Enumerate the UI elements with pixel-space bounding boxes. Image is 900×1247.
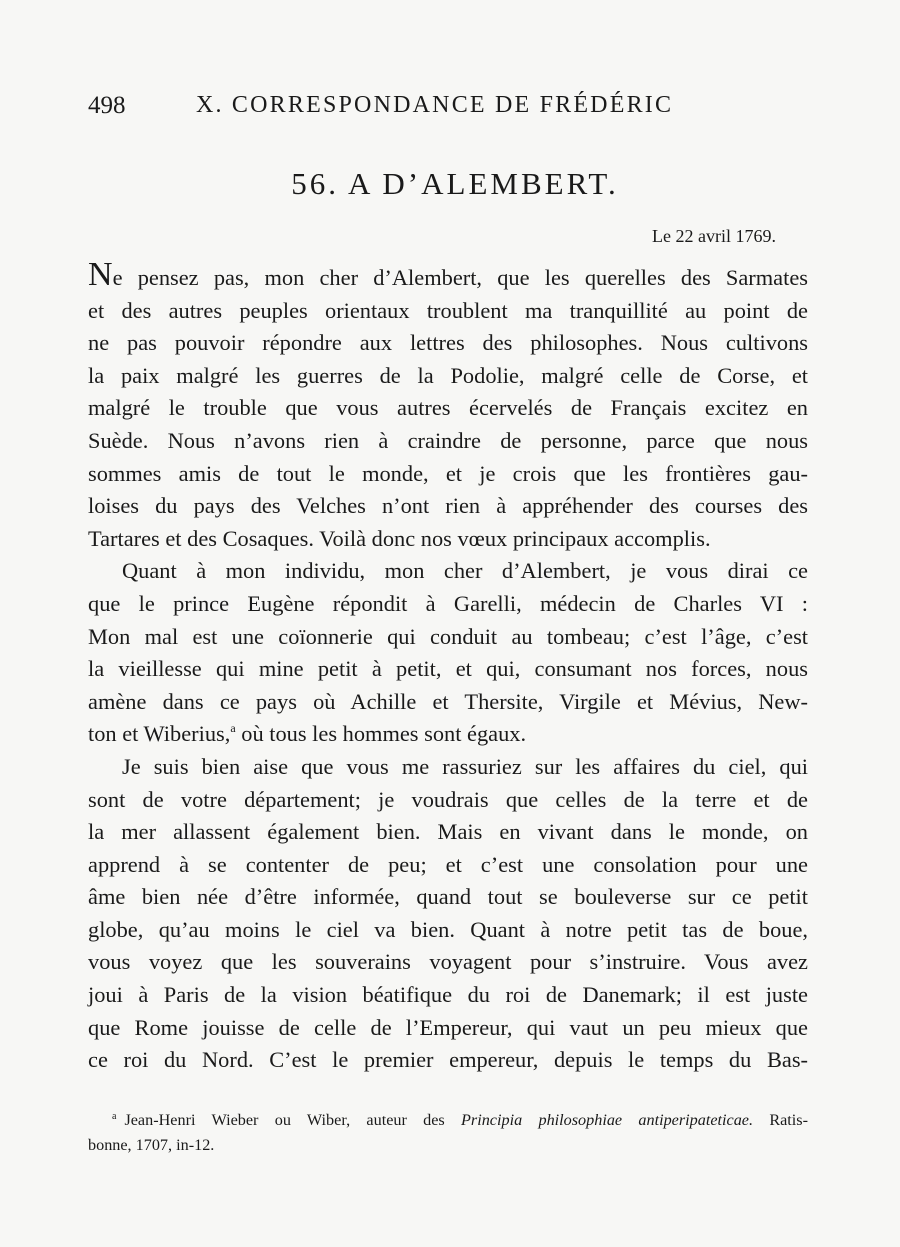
body-line: Mon mal est une coïonnerie qui conduit au tombeau; c’est l’âge, c’est <box>88 623 808 649</box>
running-head-title: X. CORRESPONDANCE DE FRÉDÉRIC <box>196 92 674 118</box>
body-line: âme bien née d’être informée, quand tout se bouleverse sur ce petit <box>88 884 808 910</box>
footnote-line: $^a$ Jean-Henri Wieber ou Wiber, auteur des Principia philosophiae antiperipateticae. Ratis- <box>112 1111 808 1129</box>
footnote-line: bonne, 1707, in-12. <box>88 1136 215 1154</box>
body-line: sommes amis de tout le monde, et je crois que les frontières gau- <box>88 460 808 486</box>
body-line: sont de votre département; je voudrais que celles de la terre et de <box>88 786 808 812</box>
body-line: apprend à se contenter de peu; et c’est une consolation pour une <box>88 851 808 877</box>
footnote-mark: a <box>112 1111 117 1122</box>
body-line: malgré le trouble que vous autres écervelés de Français excitez en <box>88 395 808 421</box>
letter-body <box>88 256 808 1077</box>
body-line: que le prince Eugène répondit à Garelli, médecin de Charles VI : <box>88 590 808 616</box>
body-line: joui à Paris de la vision béatifique du roi de Danemark; il est juste <box>88 982 808 1008</box>
body-line: que Rome jouisse de celle de l’Empereur, qui vaut un peu mieux que <box>88 1014 808 1040</box>
letter-date: Le 22 avril 1769. <box>652 226 776 246</box>
footnote-book-title: Principia philosophiae antiperipateticae. <box>461 1111 754 1129</box>
footnote-reference[interactable]: a <box>230 721 236 736</box>
body-line: et des autres peuples orientaux troublent ma tranquillité au point de <box>88 297 808 323</box>
body-line: loises du pays des Velches n’ont rien à appréhender des courses des <box>88 493 808 519</box>
letter-title: 56. A D’ALEMBERT. <box>291 166 619 201</box>
footnote <box>88 1108 808 1158</box>
body-line: la mer allassent également bien. Mais en vivant dans le monde, on <box>88 819 808 845</box>
body-line: Je suis bien aise que vous me rassuriez sur les affaires du ciel, qui <box>122 753 808 779</box>
body-line: Quant à mon individu, mon cher d’Alembert, je vous dirai ce <box>122 558 808 584</box>
page-number: 498 <box>88 92 126 119</box>
body-line: la vieillesse qui mine petit à petit, et qui, consumant nos forces, nous <box>88 656 808 682</box>
body-line: Ne pensez pas, mon cher d’Alembert, que les querelles des Sarmates <box>88 256 808 293</box>
body-line: ton et Wiberius,$^a$ où tous les hommes sont égaux. <box>88 721 527 747</box>
drop-cap: N <box>88 256 113 293</box>
body-line: amène dans ce pays où Achille et Thersite, Virgile et Mévius, New- <box>88 688 808 714</box>
body-line: ce roi du Nord. C’est le premier empereur, depuis le temps du Bas- <box>88 1047 808 1073</box>
body-line: Suède. Nous n’avons rien à craindre de personne, parce que nous <box>88 427 808 453</box>
body-line: la paix malgré les guerres de la Podolie, malgré celle de Corse, et <box>88 362 808 388</box>
body-line: vous voyez que les souverains voyagent pour s’instruire. Vous avez <box>88 949 808 975</box>
body-line: globe, qu’au moins le ciel va bien. Quant à notre petit tas de boue, <box>88 916 808 942</box>
body-line: Tartares et des Cosaques. Voilà donc nos vœux principaux accomplis. <box>88 525 711 551</box>
body-line: ne pas pouvoir répondre aux lettres des philosophes. Nous cultivons <box>88 330 808 356</box>
running-head <box>88 92 808 128</box>
